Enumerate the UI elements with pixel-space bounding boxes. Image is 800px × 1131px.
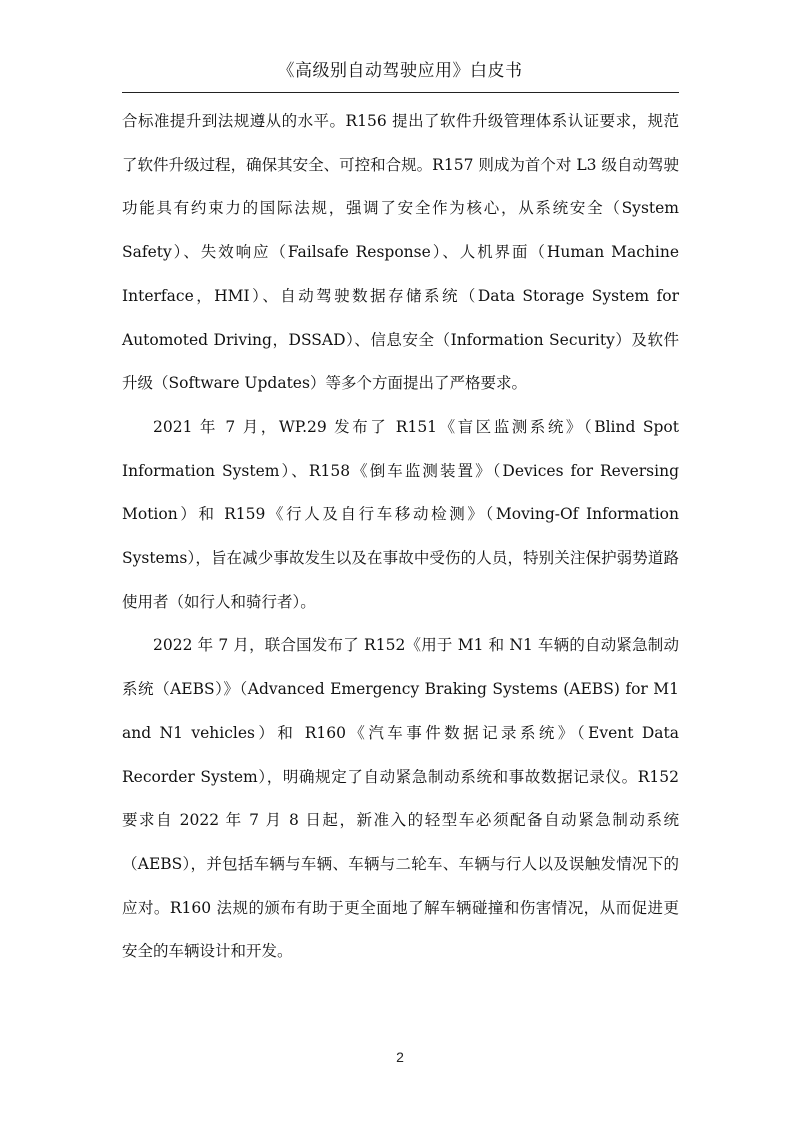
running-header: 《高级别自动驾驶应用》白皮书	[277, 61, 523, 81]
paragraph-2021: 2021 年 7 月，WP.29 发布了 R151《盲区监测系统》（Blind Spot Information System）、R158《倒车监测装置》（Devices for Reversing Motion）和 R159《行人及自行车移动检测》（Moving-Of Information Systems），旨在减少事故发生以及在事故中受伤的人员，特别关注保护弱势道路使用者（如行人和骑行者）。	[122, 417, 679, 611]
body-text	[122, 100, 679, 974]
paragraph-continuation: 合标准提升到法规遵从的水平。R156 提出了软件升级管理体系认证要求，规范了软件升级过程，确保其安全、可控和合规。R157 则成为首个对 L3 级自动驾驶功能具有约束力的国际法规，强调了安全作为核心，从系统安全（System Safety）、失效响应（Failsafe Response）、人机界面（Human Machine Interface，HMI）、自动驾驶数据存储系统（Data Storage System for Automoted Driving，DSSAD）、信息安全（Information Security）及软件升级（Software Updates）等多个方面提出了严格要求。	[122, 112, 679, 393]
page-number: 2	[396, 1049, 404, 1065]
paragraph-2022: 2022 年 7 月，联合国发布了 R152《用于 M1 和 N1 车辆的自动紧急制动系统（AEBS）》（Advanced Emergency Braking Systems (AEBS) for M1 and N1 vehicles）和 R160《汽车事件数据记录系统》（Event Data Recorder System），明确规定了自动紧急制动系统和事故数据记录仪。R152 要求自 2022 年 7 月 8 日起，新准入的轻型车必须配备自动紧急制动系统（AEBS），并包括车辆与车辆、车辆与二轮车、车辆与行人以及误触发情况下的应对。R160 法规的颁布有助于更全面地了解车辆碰撞和伤害情况，从而促进更安全的车辆设计和开发。	[122, 636, 679, 961]
header-rule	[122, 92, 679, 93]
